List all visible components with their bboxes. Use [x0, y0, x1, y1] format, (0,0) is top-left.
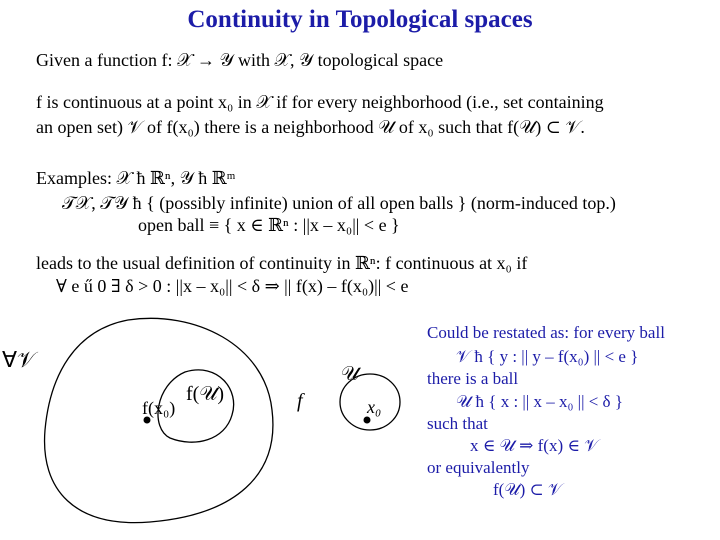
- restated-line-8: f(𝒰) ⊂ 𝒱: [493, 480, 563, 499]
- map-f-label: f: [297, 390, 303, 412]
- restated-line-6: x ∈ 𝒰 ⇒ f(x) ∈ 𝒱: [470, 436, 599, 455]
- fu-label: f(𝒰): [186, 383, 224, 405]
- leads-line-2: ∀ e ű 0 ∃ δ > 0 : ||x – x₀|| < δ ⇒ || f(x) – f(x₀)|| < e: [56, 276, 409, 296]
- restated-line-1: Could be restated as: for every ball: [427, 323, 665, 342]
- restated-line-3: there is a ball: [427, 369, 519, 388]
- u-label: 𝒰: [341, 363, 359, 385]
- x0-label: x₀: [367, 397, 382, 417]
- restated-line-2: 𝒱 ħ { y : || y – f(x₀) || < e }: [456, 347, 639, 366]
- definition-line-1: f is continuous at a point x₀ in 𝒳 if for every neighborhood (i.e., set containing: [36, 92, 604, 112]
- intro-text: Given a function f: 𝒳 → 𝒴 with 𝒳, 𝒴 topological space: [36, 50, 444, 70]
- fx0-label: f(x₀): [142, 398, 176, 418]
- leads-line-1: leads to the usual definition of continuity in ℝⁿ: f continuous at x₀ if: [36, 253, 528, 273]
- continuity-diagram: [0, 300, 420, 540]
- page-title: Continuity in Topological spaces: [187, 6, 533, 33]
- definition-line-2: an open set) 𝒱 of f(x₀) there is a neighborhood 𝒰 of x₀ such that f(𝒰) ⊂ 𝒱.: [36, 117, 585, 137]
- examples-line-2: 𝒯𝒳, 𝒯𝒴 ħ { (possibly infinite) union of all open balls } (norm-induced top.): [62, 193, 616, 213]
- restated-line-4: 𝒰 ħ { x : || x – x₀ || < δ }: [456, 392, 623, 411]
- examples-line-3: open ball ≡ { x ∈ ℝⁿ : ||x – x₀|| < e }: [138, 215, 400, 235]
- point-x0: [364, 417, 371, 424]
- examples-line-1: Examples: 𝒳 ħ ℝⁿ, 𝒴 ħ ℝᵐ: [36, 168, 236, 188]
- restated-line-5: such that: [427, 414, 488, 433]
- forall-v-label: ∀𝒱: [2, 347, 36, 372]
- restated-line-7: or equivalently: [427, 458, 530, 477]
